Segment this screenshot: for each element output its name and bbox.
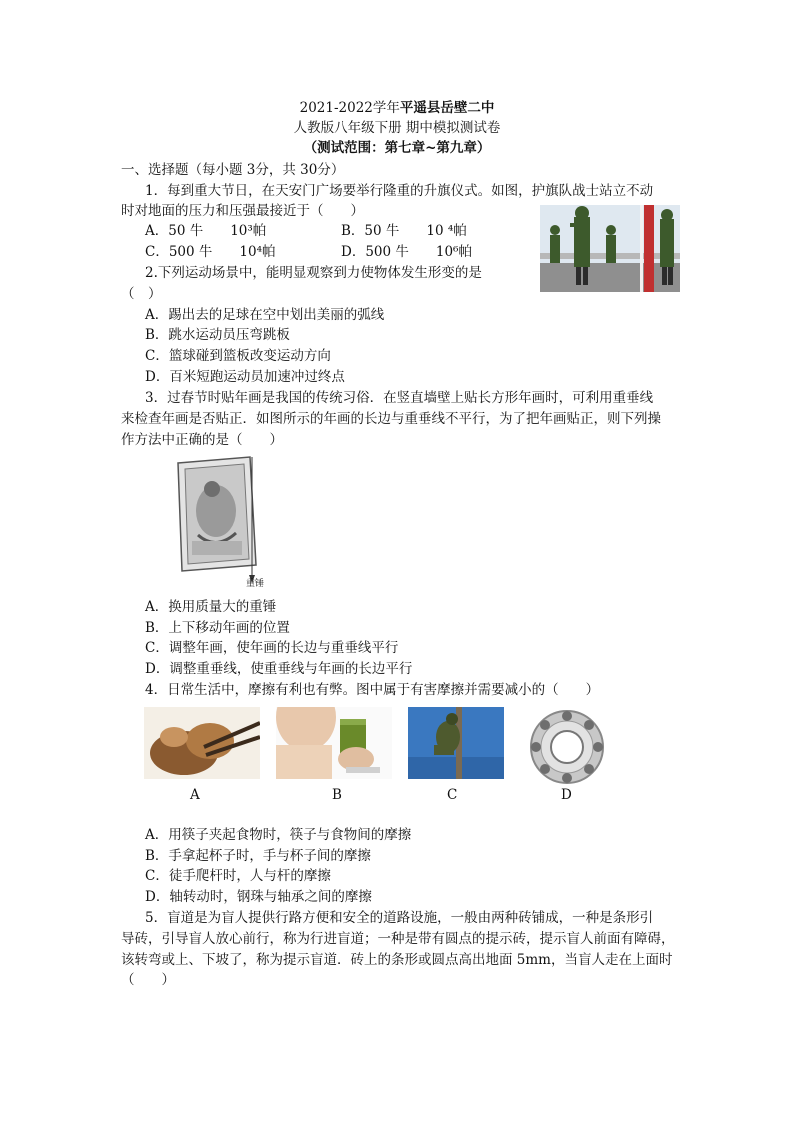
new-year-painting-figure — [172, 455, 268, 590]
q5-stem-line-4: （ ） — [121, 972, 175, 988]
q1-stem-line-1: 1．每到重大节日，在天安门广场要举行隆重的升旗仪式。如图，护旗队战士站立不动 — [145, 183, 654, 199]
title-line-2: 人教版八年级下册 期中模拟测试卷 — [293, 120, 501, 136]
q4-caption-c: C — [447, 787, 458, 803]
chopsticks-food-photo — [144, 707, 260, 779]
q2-option-c: C．篮球碰到篮板改变运动方向 — [145, 348, 331, 364]
q3-option-d: D．调整重垂线，使重垂线与年画的长边平行 — [145, 661, 413, 677]
q4-option-d: D．轴转动时，钢珠与轴承之间的摩擦 — [145, 889, 372, 905]
title-school: 平遥县岳壁二中 — [399, 100, 495, 116]
title-line-1 — [0, 98, 794, 118]
q3-option-b: B．上下移动年画的位置 — [145, 620, 290, 636]
q1-option-b: B．50 牛 10 ⁴帕 — [341, 223, 467, 239]
cup-holding-photo — [276, 707, 392, 779]
title-year: 2021-2022学年 — [299, 100, 400, 116]
q1-stem-line-2: 时对地面的压力和压强最接近于（ ） — [121, 203, 364, 219]
q3-stem-line-3: 作方法中正确的是（ ） — [121, 432, 283, 448]
q4-option-c: C．徒手爬杆时，人与杆的摩擦 — [145, 868, 331, 884]
q2-option-d: D．百米短跑运动员加速冲过终点 — [145, 369, 345, 385]
q4-option-a: A．用筷子夹起食物时，筷子与食物间的摩擦 — [145, 827, 412, 843]
q1-option-d: D．500 牛 10⁶帕 — [341, 244, 472, 260]
pole-climbing-photo — [408, 707, 504, 779]
flag-guard-photo — [540, 205, 680, 292]
q4-caption-d: D — [561, 787, 572, 803]
q3-stem-line-1: 3．过春节时贴年画是我国的传统习俗．在竖直墙壁上贴长方形年画时，可利用重垂线 — [145, 390, 654, 406]
q1-option-c: C．500 牛 10⁴帕 — [145, 244, 276, 260]
q4-caption-b: B — [332, 787, 342, 803]
q5-stem-line-2: 导砖，引导盲人放心前行，称为行进盲道；一种是带有圆点的提示砖，提示盲人前面有障碍， — [121, 931, 675, 947]
q4-caption-a: A — [190, 787, 200, 803]
q4-stem: 4．日常生活中，摩擦有利也有弊。图中属于有害摩擦并需要减小的（ ） — [145, 682, 600, 698]
q5-stem-line-3: 该转弯或上、下坡了，称为提示盲道．砖上的条形或圆点高出地面 5mm，当盲人走在上面时 — [121, 952, 673, 968]
test-range: （测试范围：第七章~第九章） — [303, 140, 491, 156]
q2-stem-line-2: （ ） — [121, 286, 162, 302]
q1-option-a: A．50 牛 10³帕 — [145, 223, 267, 239]
q3-option-c: C．调整年画，使年画的长边与重垂线平行 — [145, 640, 399, 656]
q2-option-b: B．跳水运动员压弯跳板 — [145, 327, 290, 343]
q5-stem-line-1: 5．盲道是为盲人提供行路方便和安全的道路设施，一般由两种砖铺成，一种是条形引 — [145, 910, 654, 926]
q2-stem-line-1: 2.下列运动场景中，能明显观察到力使物体发生形变的是 — [145, 265, 482, 281]
section-title: 一、选择题（每小题 3分，共 30分） — [121, 162, 345, 178]
plumb-weight-label: 重锤 — [246, 579, 265, 589]
q3-stem-line-2: 来检查年画是否贴正．如图所示的年画的长边与重垂线不平行，为了把年画贴正，则下列操 — [121, 411, 661, 427]
q4-option-b: B．手拿起杯子时，手与杯子间的摩擦 — [145, 848, 371, 864]
ball-bearing-photo — [527, 707, 607, 787]
q3-option-a: A．换用质量大的重锤 — [145, 599, 277, 615]
q2-option-a: A．踢出去的足球在空中划出美丽的弧线 — [145, 307, 385, 323]
